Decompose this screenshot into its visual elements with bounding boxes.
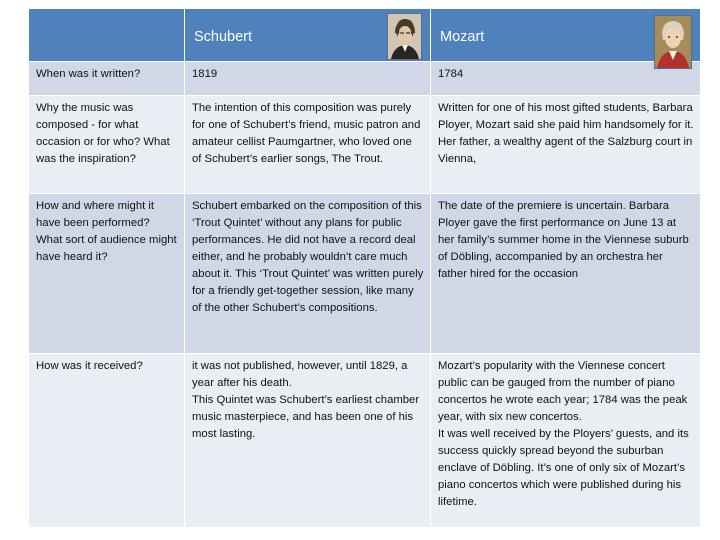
- schubert-cell: it was not published, however, until 1829, a year after his death. This Quintet was Schubert’s earliest chamber music masterpiece, and has been one of his most lasting.: [185, 354, 431, 528]
- question-cell: Why the music was composed - for what occasion or for who? What was the inspiration?: [29, 96, 185, 194]
- schubert-portrait: [387, 13, 422, 60]
- schubert-cell: 1819: [185, 62, 431, 96]
- header-empty-cell: [29, 9, 185, 62]
- mozart-cell: 1784: [431, 62, 701, 96]
- table-row: [29, 62, 701, 96]
- header-schubert-label: Schubert: [194, 29, 253, 45]
- header-mozart-label: Mozart: [440, 29, 485, 45]
- table-row: [29, 96, 701, 194]
- schubert-cell: Schubert embarked on the composition of this ‘Trout Quintet’ without any plans for public performances. He did not have a record deal either, and he probably wouldn’t care much about it. This ‘Trout Quintet’ was written purely for a friendly get-together session, like many of the other Schubert’s compositions.: [185, 194, 431, 354]
- question-cell: How was it received?: [29, 354, 185, 528]
- schubert-cell: The intention of this composition was purely for one of Schubert’s friend, music patron and amateur cellist Paumgartner, who loved one of Schubert’s earlier songs, The Trout.: [185, 96, 431, 194]
- comparison-table: [28, 8, 701, 528]
- table-row: [29, 194, 701, 354]
- mozart-portrait: [654, 15, 692, 69]
- mozart-cell: The date of the premiere is uncertain. Barbara Ployer gave the first performance on June 13 at her family’s summer home in the Viennese suburb of Döbling, accompanied by an orchestra her father hired for the occasion: [431, 194, 701, 354]
- mozart-cell: Written for one of his most gifted students, Barbara Ployer, Mozart said she paid him handsomely for it. Her father, a wealthy agent of the Salzburg court in Vienna,: [431, 96, 701, 194]
- header-schubert-cell: [185, 9, 431, 62]
- table-row: [29, 354, 701, 528]
- question-cell: How and where might it have been performed? What sort of audience might have heard it?: [29, 194, 185, 354]
- header-mozart-cell: [431, 9, 701, 62]
- question-cell: When was it written?: [29, 62, 185, 96]
- mozart-cell: Mozart’s popularity with the Viennese concert public can be gauged from the number of piano concertos he wrote each year; 1784 was the peak year, with six new concertos. It was well received by the Ployers’ guests, and its success quickly spread beyond the suburban enclave of Döbling. It’s one of only six of Mozart’s piano concertos which were published during his lifetime.: [431, 354, 701, 528]
- header-row: [29, 9, 701, 62]
